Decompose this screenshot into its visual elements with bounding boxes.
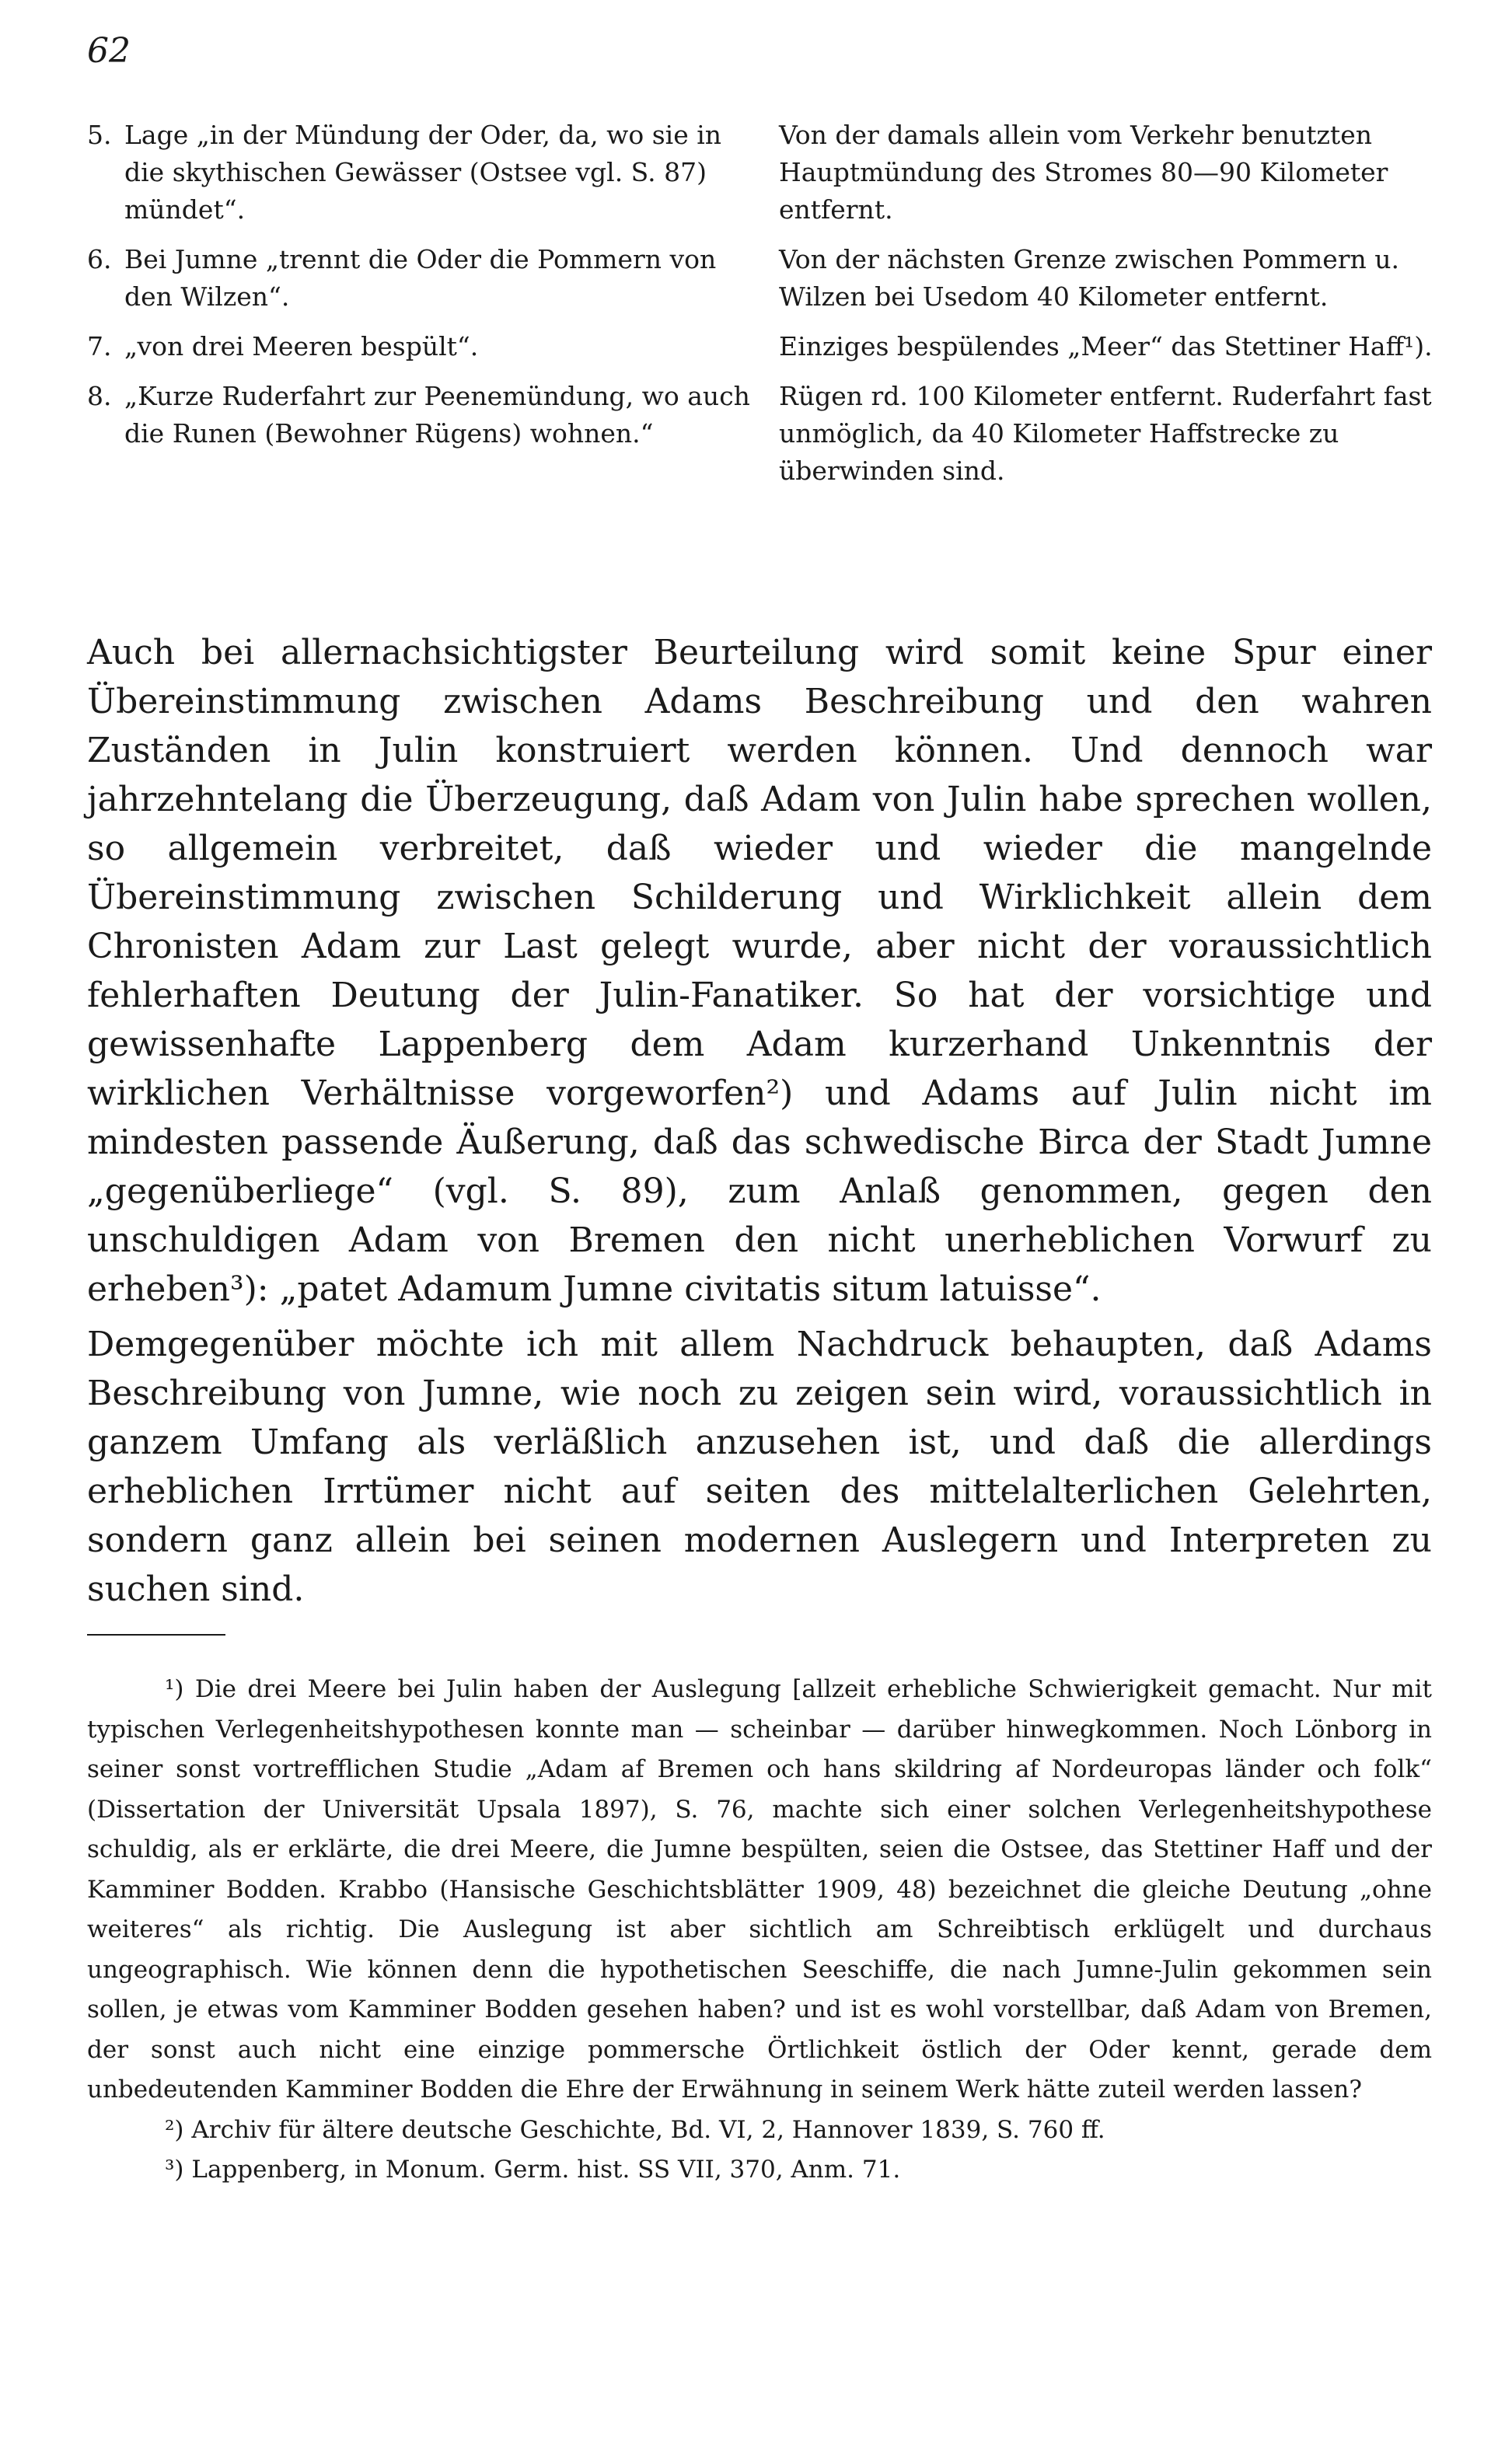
- claim-text: Bei Jumne „trennt die Oder die Pommern von den Wilzen“.: [124, 244, 717, 312]
- footnote-marker: ¹): [165, 1675, 184, 1703]
- footnote-text: Die drei Meere bei Julin haben der Auslegung [allzeit erhebliche Schwierigkeit gemacht. Nur mit typischen Verlegenheitshypothesen konnte man — scheinbar — darüber hinwegkommen. Noch Lönborg in seiner sonst vortrefflichen Studie „Adam af Bremen och hans skildring af Nordeuropas länder och folk“ (Dissertation der Universität Upsala 1897), S. 76, machte sich einer solchen Verlegenheitshypothese schuldig, als er erklärte, die drei Meere, die Jumne bespülten, seien die Ostsee, das Stettiner Haff und der Kamminer Bodden. Krabbo (Hansische Geschichtsblätter 1909, 48) bezeichnet die gleiche Deutung „ohne weiteres“ als richtig. Die Auslegung ist aber sichtlich am Schreibtisch erklügelt und durchaus ungeographisch. Wie können denn die hypothetischen Seeschiffe, die nach Jumne-Julin gekommen sein sollen, je etwas vom Kamminer Bodden gesehen haben? und ist es wohl vorstellbar, daß Adam von Bremen, der sonst auch nicht eine einzige pommersche Örtlichkeit östlich der Oder kennt, gerade dem unbedeutenden Kamminer Bodden die Ehre der Erwähnung in seinem Werk hätte zuteil werden lassen?: [87, 1675, 1432, 2104]
- comparison-table: [87, 117, 1440, 502]
- footnote-marker: ³): [165, 2156, 184, 2184]
- reality-text: Von der nächsten Grenze zwischen Pommern u. Wilzen bei Usedom 40 Kilometer entfernt.: [779, 244, 1400, 312]
- claim-number: 6.: [87, 244, 112, 274]
- claim-text: „von drei Meeren bespült“.: [124, 331, 479, 361]
- footnote: [87, 2111, 1432, 2151]
- comparison-row: [87, 328, 1440, 365]
- claim-number: 7.: [87, 331, 112, 361]
- claim-number: 8.: [87, 381, 112, 411]
- body-paragraph: Demgegenüber möchte ich mit allem Nachdruck behaupten, daß Adams Beschreibung von Jumne, wie noch zu zeigen sein wird, voraussichtlich in ganzem Umfang als verläßlich anzusehen ist, und daß die allerdings erheblichen Irrtümer nicht auf seiten des mittelalterlichen Gelehrten, sondern ganz allein bei seinen modernen Auslegern und Interpreten zu suchen sind.: [87, 1325, 1432, 1609]
- comparison-row: [87, 241, 1440, 316]
- claim-cell: [87, 117, 756, 229]
- body-paragraph: Auch bei allernachsichtigster Beurteilung wird somit keine Spur einer Übereinstimmung zwischen Adams Beschreibung und den wahren Zuständen in Julin konstruiert werden können. Und dennoch war jahrzehntelang die Überzeugung, daß Adam von Julin habe sprechen wollen, so allgemein verbreitet, daß wieder und wieder die mangelnde Übereinstimmung zwischen Schilderung und Wirklichkeit allein dem Chronisten Adam zur Last gelegt wurde, aber nicht der voraussichtlich fehlerhaften Deutung der Julin-Fanatiker. So hat der vorsichtige und gewissenhafte Lappenberg dem Adam kurzerhand Unkenntnis der wirklichen Verhältnisse vorgeworfen²) und Adams auf Julin nicht im mindesten passende Äußerung, daß das schwedische Birca der Stadt Jumne „gegenüberliege“ (vgl. S. 89), zum Anlaß genommen, gegen den unschuldigen Adam von Bremen den nicht unerheblichen Vorwurf zu erheben³): „patet Adamum Jumne civitatis situm latuisse“.: [87, 633, 1432, 1309]
- claim-text: Lage „in der Mündung der Oder, da, wo sie in die skythischen Gewässer (Ostsee vgl. S. 87) mündet“.: [124, 120, 722, 225]
- footnote-divider: [87, 1634, 225, 1636]
- claim-cell: [87, 241, 756, 316]
- footnote-text: Archiv für ältere deutsche Geschichte, Bd. VI, 2, Hannover 1839, S. 760 ff.: [191, 2115, 1105, 2144]
- reality-text: Rügen rd. 100 Kilometer entfernt. Ruderfahrt fast unmöglich, da 40 Kilometer Haffstrecke zu überwinden sind.: [779, 381, 1432, 486]
- comparison-row: [87, 378, 1440, 490]
- page-number: 62: [87, 31, 131, 71]
- comparison-row: [87, 117, 1440, 229]
- claim-cell: [87, 378, 756, 490]
- claim-cell: [87, 328, 756, 365]
- reality-text: Von der damals allein vom Verkehr benutzten Hauptmündung des Stromes 80—90 Kilometer entfernt.: [779, 120, 1388, 225]
- footnote: [87, 2150, 1432, 2191]
- claim-text: „Kurze Ruderfahrt zur Peenemündung, wo auch die Runen (Bewohner Rügens) wohnen.“: [124, 381, 750, 449]
- claim-number: 5.: [87, 120, 112, 150]
- main-text: [87, 628, 1432, 1620]
- footnotes: [87, 1670, 1432, 2191]
- footnote-text: Lappenberg, in Monum. Germ. hist. SS VII, 370, Anm. 71.: [191, 2156, 901, 2184]
- reality-text: Einziges bespülendes „Meer“ das Stettiner Haff¹).: [779, 331, 1433, 361]
- footnote: [87, 1670, 1432, 2111]
- footnote-marker: ²): [165, 2115, 184, 2144]
